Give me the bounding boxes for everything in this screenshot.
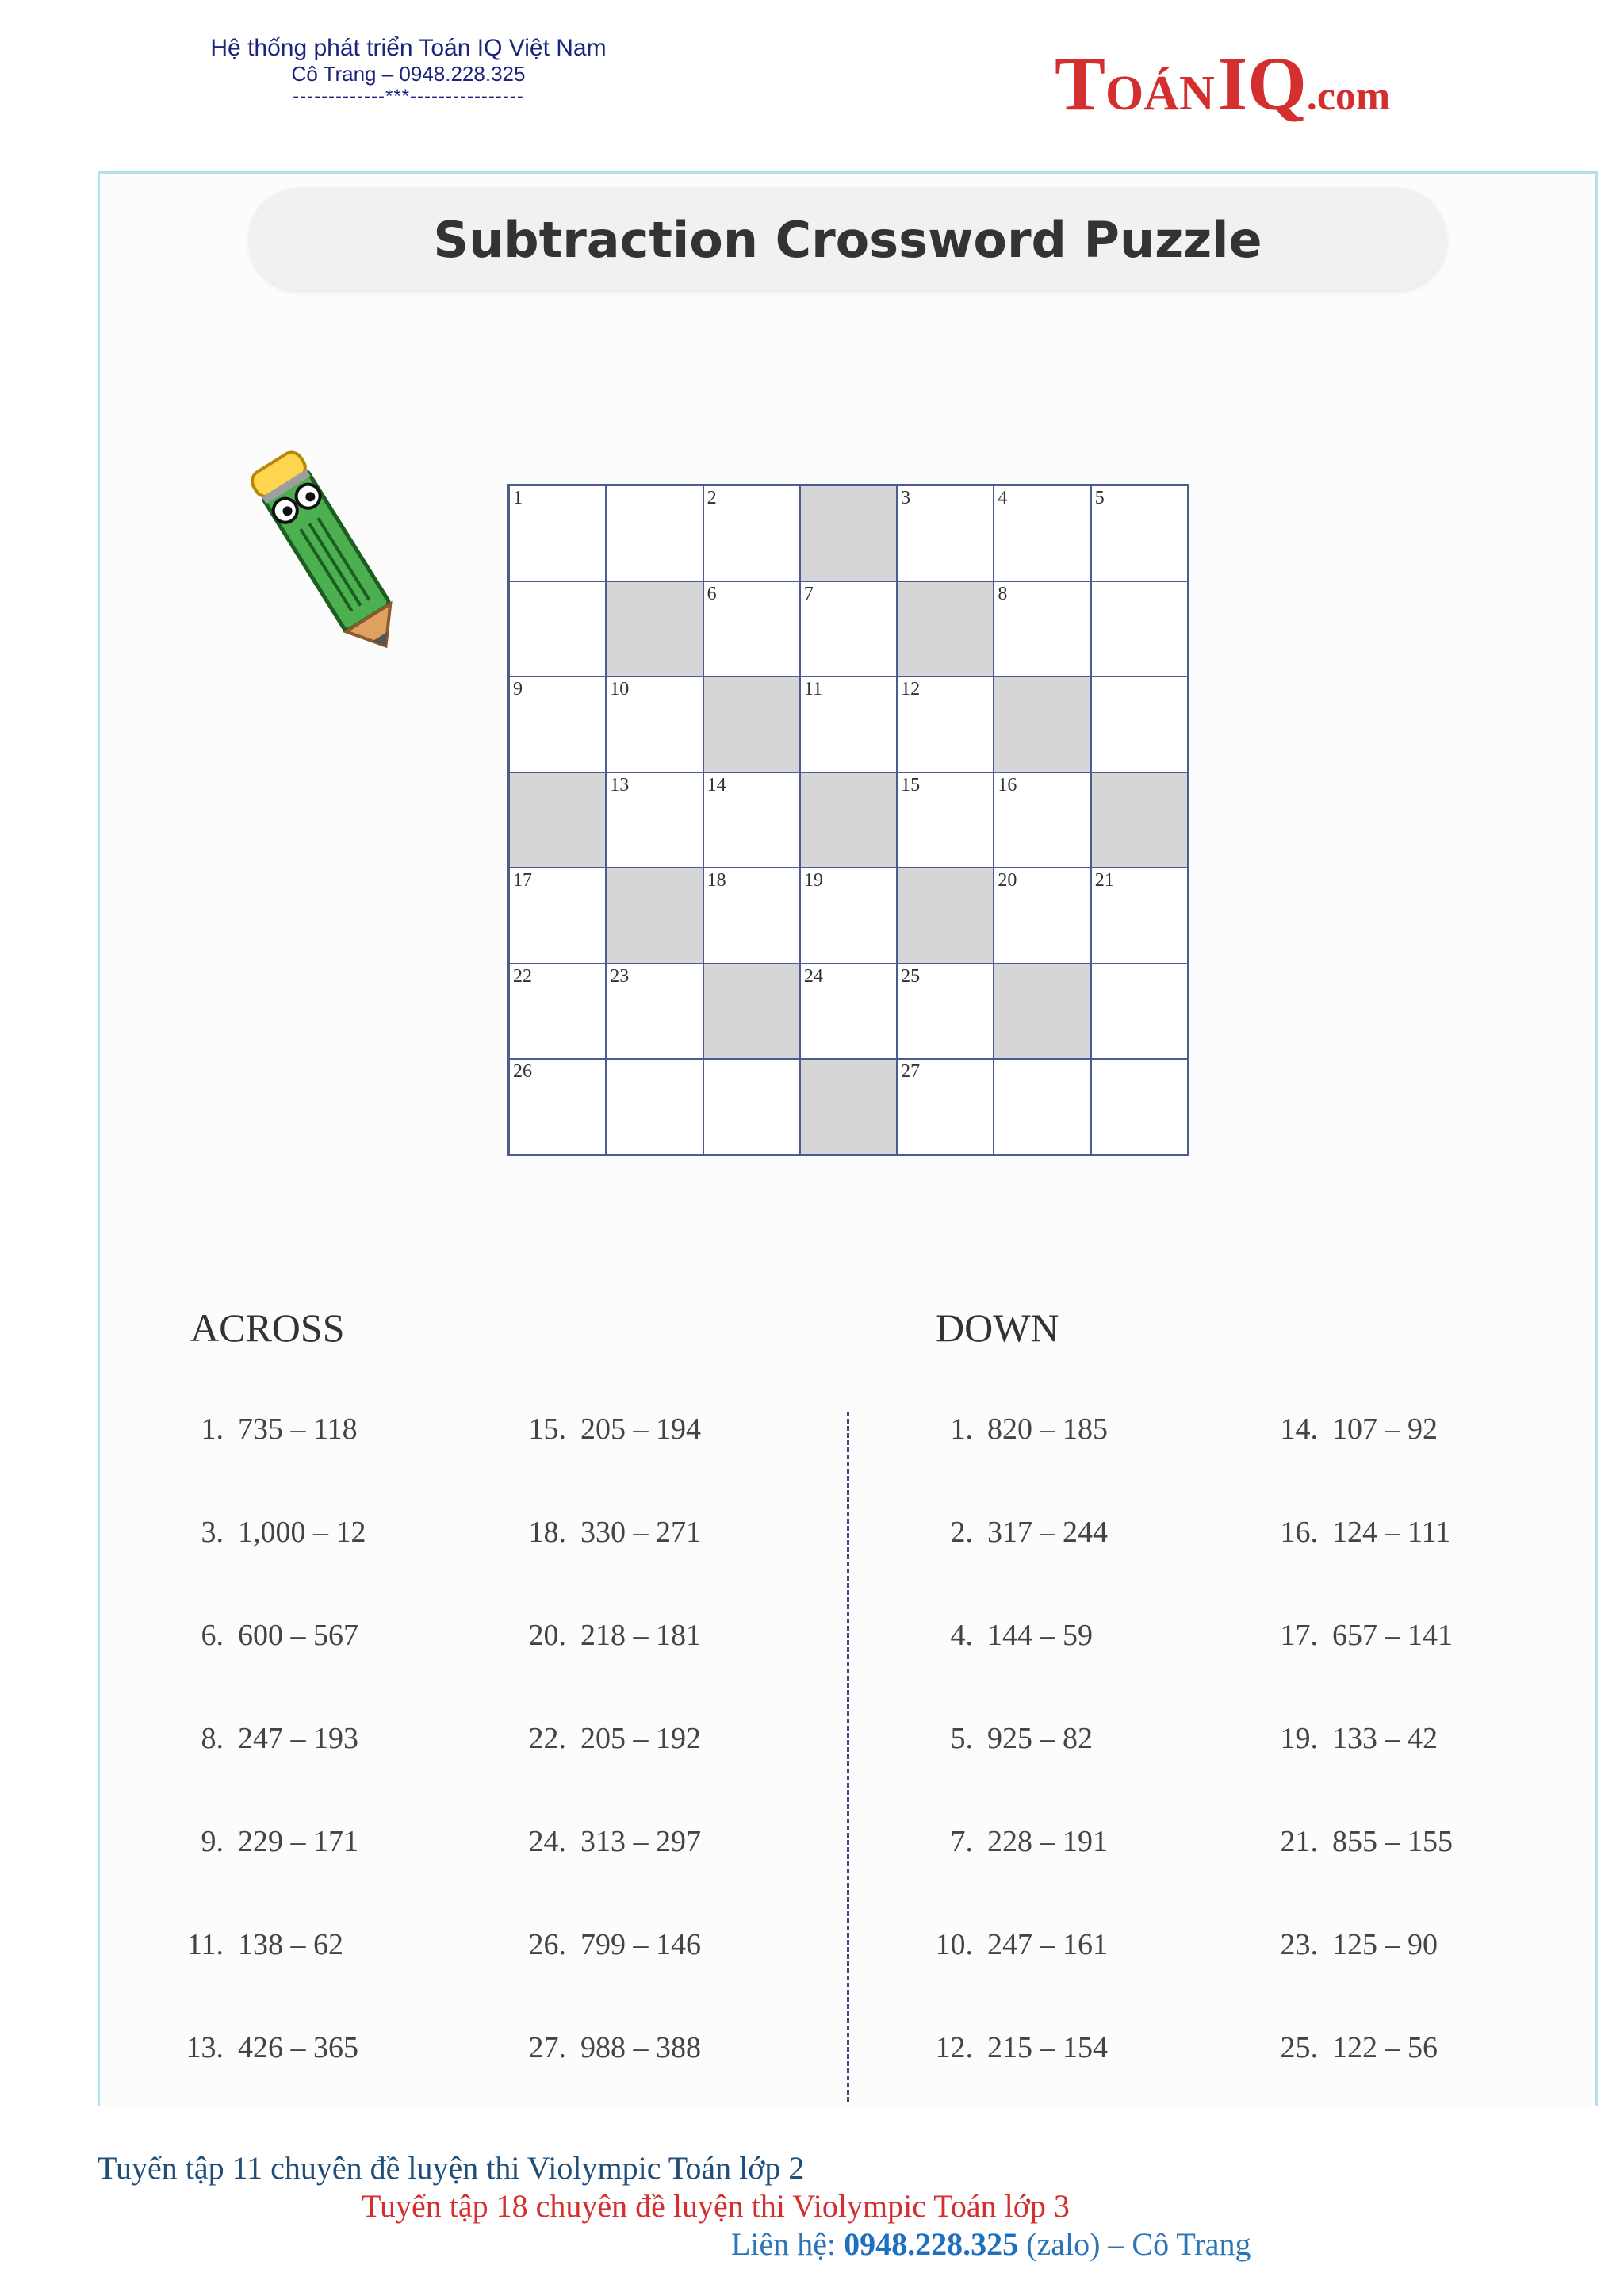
clue-item <box>1269 1515 1453 1618</box>
clue-expression: 820 – 185 <box>987 1412 1108 1446</box>
clue-number: 15. <box>528 1412 566 1446</box>
logo-oan: OÁN <box>1105 67 1215 121</box>
clue-expression: 138 – 62 <box>238 1928 343 1961</box>
clue-number: 18. <box>528 1516 566 1549</box>
grid-cell[interactable] <box>800 964 897 1060</box>
grid-cell[interactable] <box>994 772 1090 868</box>
grid-cell[interactable] <box>897 485 994 581</box>
cell-number: 16 <box>998 774 1017 795</box>
clue-number: 8. <box>201 1722 224 1755</box>
header-separator: -------------***---------------- <box>293 86 524 108</box>
down-clues-col2 <box>1269 1412 1453 2133</box>
clue-expression: 205 – 194 <box>580 1412 701 1446</box>
clue-number: 7. <box>950 1825 973 1858</box>
header-org-name: Hệ thống phát triển Toán IQ Việt Nam <box>210 35 607 61</box>
clue-item <box>1269 1618 1453 1721</box>
cell-number: 4 <box>998 488 1008 508</box>
grid-cell-blocked <box>606 868 703 964</box>
clue-expression: 657 – 141 <box>1332 1619 1453 1652</box>
grid-cell-blocked <box>606 581 703 677</box>
clue-divider <box>847 1412 849 2102</box>
clue-item <box>924 1721 1108 1824</box>
cell-number: 23 <box>610 965 630 987</box>
clue-item <box>1269 2030 1453 2133</box>
clue-expression: 988 – 388 <box>580 2031 701 2064</box>
grid-cell[interactable] <box>1091 868 1188 964</box>
grid-cell[interactable] <box>509 485 606 581</box>
down-heading: DOWN <box>936 1305 1059 1350</box>
grid-cell[interactable] <box>897 1059 994 1155</box>
clue-number: 13. <box>186 2031 224 2064</box>
clue-item <box>924 1412 1108 1515</box>
cell-number: 26 <box>513 1061 532 1083</box>
clue-expression: 122 – 56 <box>1332 2031 1438 2064</box>
clue-number: 3. <box>201 1516 224 1549</box>
across-clues-col2 <box>517 1412 701 2133</box>
pencil-mascot-icon <box>238 424 420 686</box>
clue-number: 16. <box>1280 1516 1318 1549</box>
clue-expression: 218 – 181 <box>580 1619 701 1652</box>
grid-cell[interactable] <box>703 581 800 677</box>
grid-cell[interactable] <box>1091 677 1188 772</box>
clue-number: 22. <box>528 1722 566 1755</box>
grid-cell[interactable] <box>703 1059 800 1155</box>
cell-number: 11 <box>803 679 822 700</box>
grid-cell[interactable] <box>703 772 800 868</box>
cell-number: 1 <box>513 488 523 508</box>
clue-item <box>174 1927 366 2030</box>
grid-cell[interactable] <box>994 485 1090 581</box>
clue-expression: 799 – 146 <box>580 1928 701 1961</box>
clue-number: 10. <box>935 1928 973 1961</box>
cell-number: 12 <box>901 679 921 700</box>
clue-item <box>924 1824 1108 1927</box>
grid-cell-blocked <box>800 485 897 581</box>
grid-cell-blocked <box>800 1059 897 1155</box>
across-clues-col1 <box>174 1412 366 2133</box>
footer-contact-suffix: (zalo) – Cô Trang <box>1018 2226 1251 2262</box>
clue-item <box>174 1824 366 1927</box>
grid-cell[interactable] <box>606 964 703 1060</box>
grid-cell[interactable] <box>703 868 800 964</box>
clue-number: 2. <box>950 1516 973 1549</box>
footer-contact-prefix: Liên hệ: <box>731 2226 845 2262</box>
grid-cell[interactable] <box>606 485 703 581</box>
clue-number: 1. <box>950 1412 973 1446</box>
clue-expression: 228 – 191 <box>987 1825 1108 1858</box>
clue-expression: 855 – 155 <box>1332 1825 1453 1858</box>
clue-item <box>924 1927 1108 2030</box>
grid-cell[interactable] <box>897 772 994 868</box>
clue-expression: 925 – 82 <box>987 1722 1093 1755</box>
grid-cell[interactable] <box>509 868 606 964</box>
grid-cell-blocked <box>1091 772 1188 868</box>
clue-item <box>517 1618 701 1721</box>
grid-cell-blocked <box>994 964 1090 1060</box>
grid-cell[interactable] <box>897 964 994 1060</box>
grid-cell[interactable] <box>509 1059 606 1155</box>
clue-item <box>1269 1927 1453 2030</box>
cell-number: 19 <box>803 870 823 891</box>
grid-cell-blocked <box>897 868 994 964</box>
clue-item <box>517 1515 701 1618</box>
down-clues-col1 <box>924 1412 1108 2133</box>
clue-expression: 313 – 297 <box>580 1825 701 1858</box>
clue-number: 20. <box>528 1619 566 1652</box>
grid-cell-blocked <box>509 772 606 868</box>
cell-number: 27 <box>901 1061 921 1083</box>
clue-expression: 215 – 154 <box>987 2031 1108 2064</box>
clue-number: 9. <box>201 1825 224 1858</box>
clue-item <box>174 1618 366 1721</box>
cell-number: 22 <box>513 965 532 987</box>
clue-expression: 426 – 365 <box>238 2031 358 2064</box>
cell-number: 5 <box>1094 488 1105 508</box>
clue-expression: 247 – 193 <box>238 1722 358 1755</box>
clue-item <box>1269 1824 1453 1927</box>
grid-cell[interactable] <box>994 581 1090 677</box>
clue-expression: 317 – 244 <box>987 1516 1108 1549</box>
grid-cell[interactable] <box>800 581 897 677</box>
clue-number: 14. <box>1280 1412 1318 1446</box>
clue-number: 26. <box>528 1928 566 1961</box>
grid-cell-blocked <box>897 581 994 677</box>
cell-number: 25 <box>901 965 921 987</box>
grid-cell[interactable] <box>800 868 897 964</box>
page-title: Subtraction Crossword Puzzle <box>433 211 1262 269</box>
grid-cell[interactable] <box>509 677 606 772</box>
grid-cell[interactable] <box>606 772 703 868</box>
cell-number: 2 <box>707 488 717 508</box>
cell-number: 7 <box>803 583 814 604</box>
clue-number: 24. <box>528 1825 566 1858</box>
cell-number: 6 <box>707 583 717 604</box>
logo-t: T <box>1055 41 1106 126</box>
clue-expression: 144 – 59 <box>987 1619 1093 1652</box>
clue-expression: 1,000 – 12 <box>238 1516 366 1549</box>
grid-cell[interactable] <box>1091 964 1188 1060</box>
clue-item <box>924 2030 1108 2133</box>
grid-cell[interactable] <box>800 677 897 772</box>
grid-cell-blocked <box>994 677 1090 772</box>
cell-number: 24 <box>803 965 823 987</box>
clue-expression: 229 – 171 <box>238 1825 358 1858</box>
cell-number: 13 <box>610 774 630 795</box>
clue-number: 12. <box>935 2031 973 2064</box>
cell-number: 8 <box>998 583 1008 604</box>
clue-number: 19. <box>1280 1722 1318 1755</box>
clue-expression: 600 – 567 <box>238 1619 358 1652</box>
clue-expression: 125 – 90 <box>1332 1928 1438 1961</box>
grid-cell[interactable] <box>606 1059 703 1155</box>
cell-number: 10 <box>610 679 630 700</box>
grid-cell[interactable] <box>606 677 703 772</box>
grid-cell[interactable] <box>1091 1059 1188 1155</box>
clue-item <box>924 1515 1108 1618</box>
clue-item <box>517 2030 701 2133</box>
cell-number: 9 <box>513 679 523 700</box>
clue-number: 27. <box>528 2031 566 2064</box>
clue-number: 21. <box>1280 1825 1318 1858</box>
clue-item <box>174 1412 366 1515</box>
logo-com: .com <box>1306 74 1391 119</box>
clue-item <box>517 1824 701 1927</box>
footer-contact <box>731 2225 1251 2263</box>
footer-link-grade3[interactable]: Tuyển tập 18 chuyên đề luyện thi Violympic Toán lớp 3 <box>362 2188 1070 2224</box>
cell-number: 3 <box>901 488 911 508</box>
grid-cell[interactable] <box>994 868 1090 964</box>
footer-phone[interactable]: 0948.228.325 <box>844 2226 1019 2262</box>
clue-number: 4. <box>950 1619 973 1652</box>
clue-number: 25. <box>1280 2031 1318 2064</box>
crossword-grid <box>508 484 1189 1156</box>
clue-number: 6. <box>201 1619 224 1652</box>
toaniq-logo[interactable] <box>1055 40 1390 128</box>
clue-item <box>174 1721 366 1824</box>
clue-item <box>174 2030 366 2133</box>
cell-number: 21 <box>1094 870 1114 891</box>
grid-cell[interactable] <box>994 1059 1090 1155</box>
grid-cell[interactable] <box>1091 485 1188 581</box>
grid-cell[interactable] <box>1091 581 1188 677</box>
header-info <box>182 35 634 108</box>
logo-iq: IQ <box>1217 41 1307 126</box>
cell-number: 20 <box>998 870 1017 891</box>
grid-cell[interactable] <box>703 485 800 581</box>
clue-item <box>1269 1412 1453 1515</box>
grid-cell-blocked <box>703 964 800 1060</box>
clue-number: 5. <box>950 1722 973 1755</box>
cell-number: 18 <box>707 870 726 891</box>
clue-item <box>517 1721 701 1824</box>
footer-link-grade2[interactable]: Tuyển tập 11 chuyên đề luyện thi Violympic Toán lớp 2 <box>98 2150 805 2186</box>
clue-expression: 107 – 92 <box>1332 1412 1438 1446</box>
grid-cell-blocked <box>703 677 800 772</box>
clue-expression: 205 – 192 <box>580 1722 701 1755</box>
clue-item <box>517 1927 701 2030</box>
cell-number: 17 <box>513 870 532 891</box>
across-heading: ACROSS <box>190 1305 345 1350</box>
grid-cell[interactable] <box>509 964 606 1060</box>
clue-expression: 124 – 111 <box>1332 1516 1451 1549</box>
clue-item <box>1269 1721 1453 1824</box>
grid-cell-blocked <box>800 772 897 868</box>
cell-number: 14 <box>707 774 726 795</box>
clue-number: 23. <box>1280 1928 1318 1961</box>
cell-number: 15 <box>901 774 921 795</box>
clue-expression: 330 – 271 <box>580 1516 701 1549</box>
grid-cell[interactable] <box>509 581 606 677</box>
clue-number: 11. <box>186 1928 224 1961</box>
clue-item <box>924 1618 1108 1721</box>
clue-number: 1. <box>201 1412 224 1446</box>
clue-expression: 735 – 118 <box>238 1412 358 1446</box>
clue-expression: 133 – 42 <box>1332 1722 1438 1755</box>
clue-number: 17. <box>1280 1619 1318 1652</box>
header-contact: Cô Trang – 0948.228.325 <box>291 61 526 86</box>
grid-cell[interactable] <box>897 677 994 772</box>
clue-expression: 247 – 161 <box>987 1928 1108 1961</box>
clue-item <box>517 1412 701 1515</box>
clue-item <box>174 1515 366 1618</box>
title-banner <box>248 187 1447 290</box>
